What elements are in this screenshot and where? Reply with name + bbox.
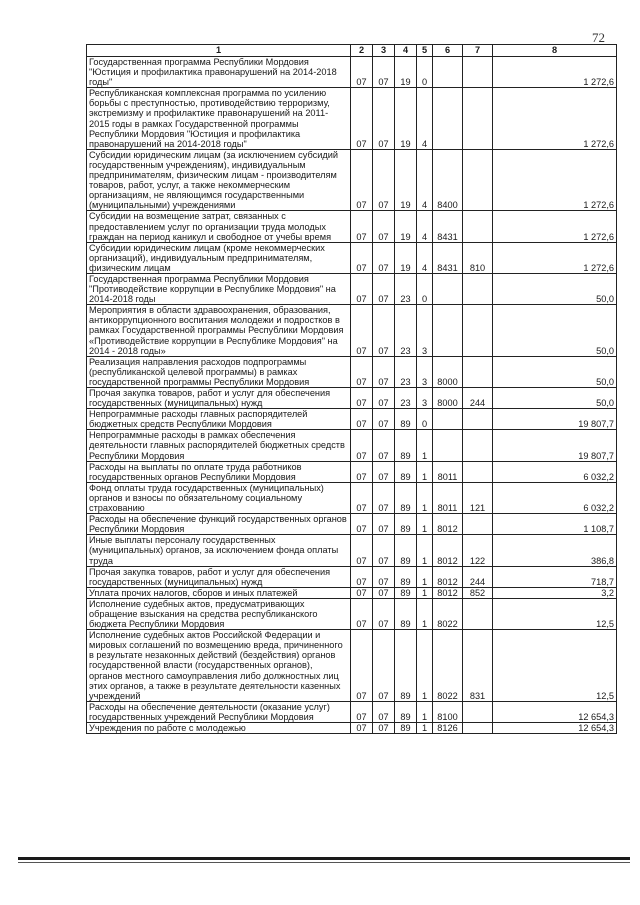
- row-code-cell: 0: [417, 273, 433, 304]
- row-code-cell: 07: [351, 149, 373, 211]
- row-code-cell: 8012: [433, 566, 463, 587]
- row-code-cell: 07: [351, 356, 373, 387]
- row-name-cell: Иные выплаты персоналу государственных (муниципальных) органов, за исключением фонда оплаты труда: [87, 535, 351, 566]
- row-code-cell: 07: [351, 701, 373, 722]
- row-code-cell: 89: [395, 587, 417, 598]
- row-name-cell: Расходы на выплаты по оплате труда работников государственных органов Республики Мордовия: [87, 461, 351, 482]
- row-code-cell: 89: [395, 723, 417, 734]
- table-row: [87, 388, 617, 409]
- row-name-cell: Фонд оплаты труда государственных (муниципальных) органов и взносы по обязательному социальному страхованию: [87, 482, 351, 513]
- row-code-cell: 122: [463, 535, 493, 566]
- header-cell: 8: [493, 45, 617, 57]
- row-code-cell: 19: [395, 149, 417, 211]
- row-code-cell: 89: [395, 514, 417, 535]
- row-code-cell: 1: [417, 514, 433, 535]
- table-row: [87, 430, 617, 461]
- row-code-cell: 07: [373, 535, 395, 566]
- bottom-rule: [18, 857, 630, 860]
- row-code-cell: 07: [351, 57, 373, 88]
- budget-table: [86, 44, 617, 734]
- row-code-cell: 07: [373, 305, 395, 356]
- row-name-cell: Мероприятия в области здравоохранения, образования, антикоррупционного воспитания молодежи и подростков в рамках Государственной программы Республики Мордовия «Противодействие коррупции в Республике Мордовия" на 2014 - 2018 годы»: [87, 305, 351, 356]
- row-code-cell: 07: [351, 566, 373, 587]
- row-name-cell: Субсидии юридическим лицам (кроме некоммерческих организаций), индивидуальным предпринимателям, физическим лицам: [87, 242, 351, 273]
- row-name-cell: Государственная программа Республики Мордовия "Юстиция и профилактика правонарушений на 2014-2018 годы": [87, 57, 351, 88]
- row-code-cell: 07: [351, 482, 373, 513]
- row-code-cell: 1: [417, 598, 433, 629]
- row-name-cell: Непрограммные расходы главных распорядителей бюджетных средств Республики Мордовия: [87, 409, 351, 430]
- row-code-cell: [433, 305, 463, 356]
- row-code-cell: 07: [351, 598, 373, 629]
- row-code-cell: 07: [351, 242, 373, 273]
- row-code-cell: 1: [417, 630, 433, 702]
- row-code-cell: 07: [373, 701, 395, 722]
- row-name-cell: Расходы на обеспечение функций государственных органов Республики Мордовия: [87, 514, 351, 535]
- row-amount-cell: 1 272,6: [493, 57, 617, 88]
- row-code-cell: 07: [373, 514, 395, 535]
- row-amount-cell: 718,7: [493, 566, 617, 587]
- row-name-cell: Прочая закупка товаров, работ и услуг для обеспечения государственных (муниципальных) нужд: [87, 566, 351, 587]
- row-code-cell: 07: [373, 88, 395, 150]
- row-code-cell: 07: [351, 211, 373, 242]
- row-code-cell: 07: [351, 461, 373, 482]
- row-code-cell: 244: [463, 566, 493, 587]
- row-name-cell: Уплата прочих налогов, сборов и иных платежей: [87, 587, 351, 598]
- row-code-cell: 1: [417, 535, 433, 566]
- row-amount-cell: 12 654,3: [493, 723, 617, 734]
- row-code-cell: 23: [395, 273, 417, 304]
- row-name-cell: Исполнение судебных актов Российской Федерации и мировых соглашений по возмещению вреда, причиненного в результате незаконных действий (бездействия) органов государственной власти (государственных органов), органов местного самоуправления либо должностных лиц этих органов, а также в результате деятельности казенных учреждений: [87, 630, 351, 702]
- table-row: [87, 409, 617, 430]
- table-row: [87, 149, 617, 211]
- row-amount-cell: 50,0: [493, 356, 617, 387]
- row-code-cell: 121: [463, 482, 493, 513]
- row-amount-cell: 3,2: [493, 587, 617, 598]
- row-code-cell: 89: [395, 461, 417, 482]
- row-code-cell: 07: [351, 305, 373, 356]
- row-code-cell: 1: [417, 430, 433, 461]
- table-row: [87, 566, 617, 587]
- row-amount-cell: 50,0: [493, 388, 617, 409]
- row-code-cell: 07: [351, 535, 373, 566]
- row-code-cell: 07: [373, 723, 395, 734]
- table-row: [87, 587, 617, 598]
- bottom-rule-thin: [18, 862, 630, 863]
- row-amount-cell: 1 272,6: [493, 242, 617, 273]
- row-code-cell: 4: [417, 149, 433, 211]
- header-cell: 2: [351, 45, 373, 57]
- row-code-cell: 1: [417, 566, 433, 587]
- row-code-cell: 1: [417, 587, 433, 598]
- row-code-cell: [463, 88, 493, 150]
- row-code-cell: 89: [395, 409, 417, 430]
- row-code-cell: 8431: [433, 211, 463, 242]
- row-amount-cell: 6 032,2: [493, 461, 617, 482]
- row-code-cell: 8022: [433, 598, 463, 629]
- row-code-cell: 8431: [433, 242, 463, 273]
- row-code-cell: [433, 409, 463, 430]
- row-code-cell: 07: [373, 57, 395, 88]
- row-code-cell: [463, 409, 493, 430]
- row-code-cell: 07: [373, 242, 395, 273]
- row-code-cell: 07: [373, 630, 395, 702]
- table-body: [87, 57, 617, 734]
- row-code-cell: [463, 461, 493, 482]
- row-code-cell: [433, 273, 463, 304]
- row-code-cell: 1: [417, 482, 433, 513]
- row-code-cell: 1: [417, 723, 433, 734]
- header-cell: 3: [373, 45, 395, 57]
- header-cell: 4: [395, 45, 417, 57]
- table-row: [87, 88, 617, 150]
- row-code-cell: 07: [351, 587, 373, 598]
- row-code-cell: 1: [417, 701, 433, 722]
- row-code-cell: 852: [463, 587, 493, 598]
- row-code-cell: 07: [351, 388, 373, 409]
- row-code-cell: 8012: [433, 587, 463, 598]
- row-amount-cell: 19 807,7: [493, 430, 617, 461]
- row-code-cell: 8012: [433, 514, 463, 535]
- row-code-cell: 07: [351, 723, 373, 734]
- row-code-cell: 4: [417, 88, 433, 150]
- row-code-cell: 07: [351, 630, 373, 702]
- table-row: [87, 630, 617, 702]
- table-row: [87, 723, 617, 734]
- header-cell: 1: [87, 45, 351, 57]
- row-code-cell: [463, 305, 493, 356]
- row-amount-cell: 50,0: [493, 273, 617, 304]
- row-code-cell: [463, 211, 493, 242]
- row-amount-cell: 12,5: [493, 630, 617, 702]
- page-number: 72: [592, 30, 605, 45]
- row-code-cell: [433, 430, 463, 461]
- row-amount-cell: 1 272,6: [493, 88, 617, 150]
- row-code-cell: 07: [373, 211, 395, 242]
- row-code-cell: 8011: [433, 461, 463, 482]
- table-row: [87, 461, 617, 482]
- row-code-cell: 07: [373, 482, 395, 513]
- table-row: [87, 598, 617, 629]
- row-amount-cell: 12,5: [493, 598, 617, 629]
- row-code-cell: 89: [395, 630, 417, 702]
- row-amount-cell: 12 654,3: [493, 701, 617, 722]
- row-name-cell: Субсидии юридическим лицам (за исключением субсидий государственным учреждениям), индивидуальным предпринимателям, физическим лицам - производителям товаров, работ, услуг, а также некоммерческим организациям, не являющимся государственными (муниципальными) учреждениями: [87, 149, 351, 211]
- row-name-cell: Исполнение судебных актов, предусматривающих обращение взыскания на средства республиканского бюджета Республики Мордовия: [87, 598, 351, 629]
- row-code-cell: 3: [417, 356, 433, 387]
- row-name-cell: Прочая закупка товаров, работ и услуг для обеспечения государственных (муниципальных) нужд: [87, 388, 351, 409]
- row-code-cell: 07: [373, 388, 395, 409]
- row-name-cell: Субсидии на возмещение затрат, связанных с предоставлением услуг по организации труда молодых граждан на период каникул и свободное от учебы время: [87, 211, 351, 242]
- table-row: [87, 535, 617, 566]
- row-code-cell: [463, 701, 493, 722]
- row-code-cell: [463, 514, 493, 535]
- row-code-cell: 8000: [433, 388, 463, 409]
- row-code-cell: 07: [351, 88, 373, 150]
- row-code-cell: [463, 356, 493, 387]
- header-cell: 6: [433, 45, 463, 57]
- row-name-cell: Республиканская комплексная программа по усилению борьбы с преступностью, противодействию терроризму, экстремизму и профилактике правонарушений на 2011-2015 годы в рамках Государственной программы Республики Мордовия "Юстиция и профилактика правонарушений на 2014-2018 годы": [87, 88, 351, 150]
- row-code-cell: 8100: [433, 701, 463, 722]
- row-code-cell: 23: [395, 305, 417, 356]
- row-code-cell: [463, 57, 493, 88]
- header-cell: 5: [417, 45, 433, 57]
- row-code-cell: 07: [351, 409, 373, 430]
- row-code-cell: 07: [373, 430, 395, 461]
- row-code-cell: 0: [417, 57, 433, 88]
- row-code-cell: 89: [395, 598, 417, 629]
- row-code-cell: 8022: [433, 630, 463, 702]
- row-code-cell: 07: [351, 514, 373, 535]
- row-name-cell: Реализация направления расходов подпрограммы (республиканской целевой программы) в рамках государственной программы Республики Мордовия: [87, 356, 351, 387]
- row-code-cell: 19: [395, 57, 417, 88]
- row-code-cell: 07: [373, 356, 395, 387]
- row-amount-cell: 386,8: [493, 535, 617, 566]
- row-code-cell: 07: [373, 587, 395, 598]
- table-row: [87, 701, 617, 722]
- row-code-cell: 831: [463, 630, 493, 702]
- row-code-cell: 89: [395, 535, 417, 566]
- row-name-cell: Государственная программа Республики Мордовия "Противодействие коррупции в Республике Мордовия" на 2014-2018 годы: [87, 273, 351, 304]
- row-name-cell: Непрограммные расходы в рамках обеспечения деятельности главных распорядителей бюджетных средств Республики Мордовия: [87, 430, 351, 461]
- row-code-cell: 07: [373, 409, 395, 430]
- row-code-cell: [463, 273, 493, 304]
- row-code-cell: 8000: [433, 356, 463, 387]
- row-code-cell: 8400: [433, 149, 463, 211]
- row-code-cell: 8126: [433, 723, 463, 734]
- table-row: [87, 211, 617, 242]
- row-name-cell: Расходы на обеспечение деятельности (оказание услуг) государственных учреждений Республики Мордовия: [87, 701, 351, 722]
- row-amount-cell: 1 272,6: [493, 211, 617, 242]
- row-code-cell: 89: [395, 430, 417, 461]
- row-code-cell: [463, 430, 493, 461]
- table-row: [87, 514, 617, 535]
- row-code-cell: 19: [395, 242, 417, 273]
- row-code-cell: [463, 598, 493, 629]
- table-row: [87, 273, 617, 304]
- row-code-cell: 89: [395, 701, 417, 722]
- table-row: [87, 57, 617, 88]
- header-row: [87, 45, 617, 57]
- table-row: [87, 242, 617, 273]
- row-code-cell: 244: [463, 388, 493, 409]
- row-code-cell: 07: [373, 149, 395, 211]
- row-code-cell: 8011: [433, 482, 463, 513]
- row-amount-cell: 50,0: [493, 305, 617, 356]
- row-code-cell: 8012: [433, 535, 463, 566]
- table-row: [87, 356, 617, 387]
- row-code-cell: 19: [395, 88, 417, 150]
- row-code-cell: 4: [417, 211, 433, 242]
- row-amount-cell: 6 032,2: [493, 482, 617, 513]
- row-code-cell: 07: [373, 598, 395, 629]
- header-cell: 7: [463, 45, 493, 57]
- row-code-cell: [433, 88, 463, 150]
- row-code-cell: [433, 57, 463, 88]
- row-code-cell: 0: [417, 409, 433, 430]
- table-row: [87, 305, 617, 356]
- row-code-cell: 07: [373, 461, 395, 482]
- row-code-cell: 1: [417, 461, 433, 482]
- row-code-cell: 07: [373, 273, 395, 304]
- table-row: [87, 482, 617, 513]
- row-amount-cell: 19 807,7: [493, 409, 617, 430]
- row-code-cell: 07: [351, 430, 373, 461]
- row-code-cell: 4: [417, 242, 433, 273]
- row-code-cell: 07: [373, 566, 395, 587]
- row-amount-cell: 1 272,6: [493, 149, 617, 211]
- row-code-cell: [463, 723, 493, 734]
- row-code-cell: [463, 149, 493, 211]
- row-code-cell: 89: [395, 566, 417, 587]
- row-code-cell: 3: [417, 305, 433, 356]
- row-code-cell: 810: [463, 242, 493, 273]
- row-amount-cell: 1 108,7: [493, 514, 617, 535]
- row-code-cell: 07: [351, 273, 373, 304]
- row-code-cell: 23: [395, 356, 417, 387]
- row-code-cell: 3: [417, 388, 433, 409]
- row-name-cell: Учреждения по работе с молодежью: [87, 723, 351, 734]
- row-code-cell: 19: [395, 211, 417, 242]
- row-code-cell: 23: [395, 388, 417, 409]
- row-code-cell: 89: [395, 482, 417, 513]
